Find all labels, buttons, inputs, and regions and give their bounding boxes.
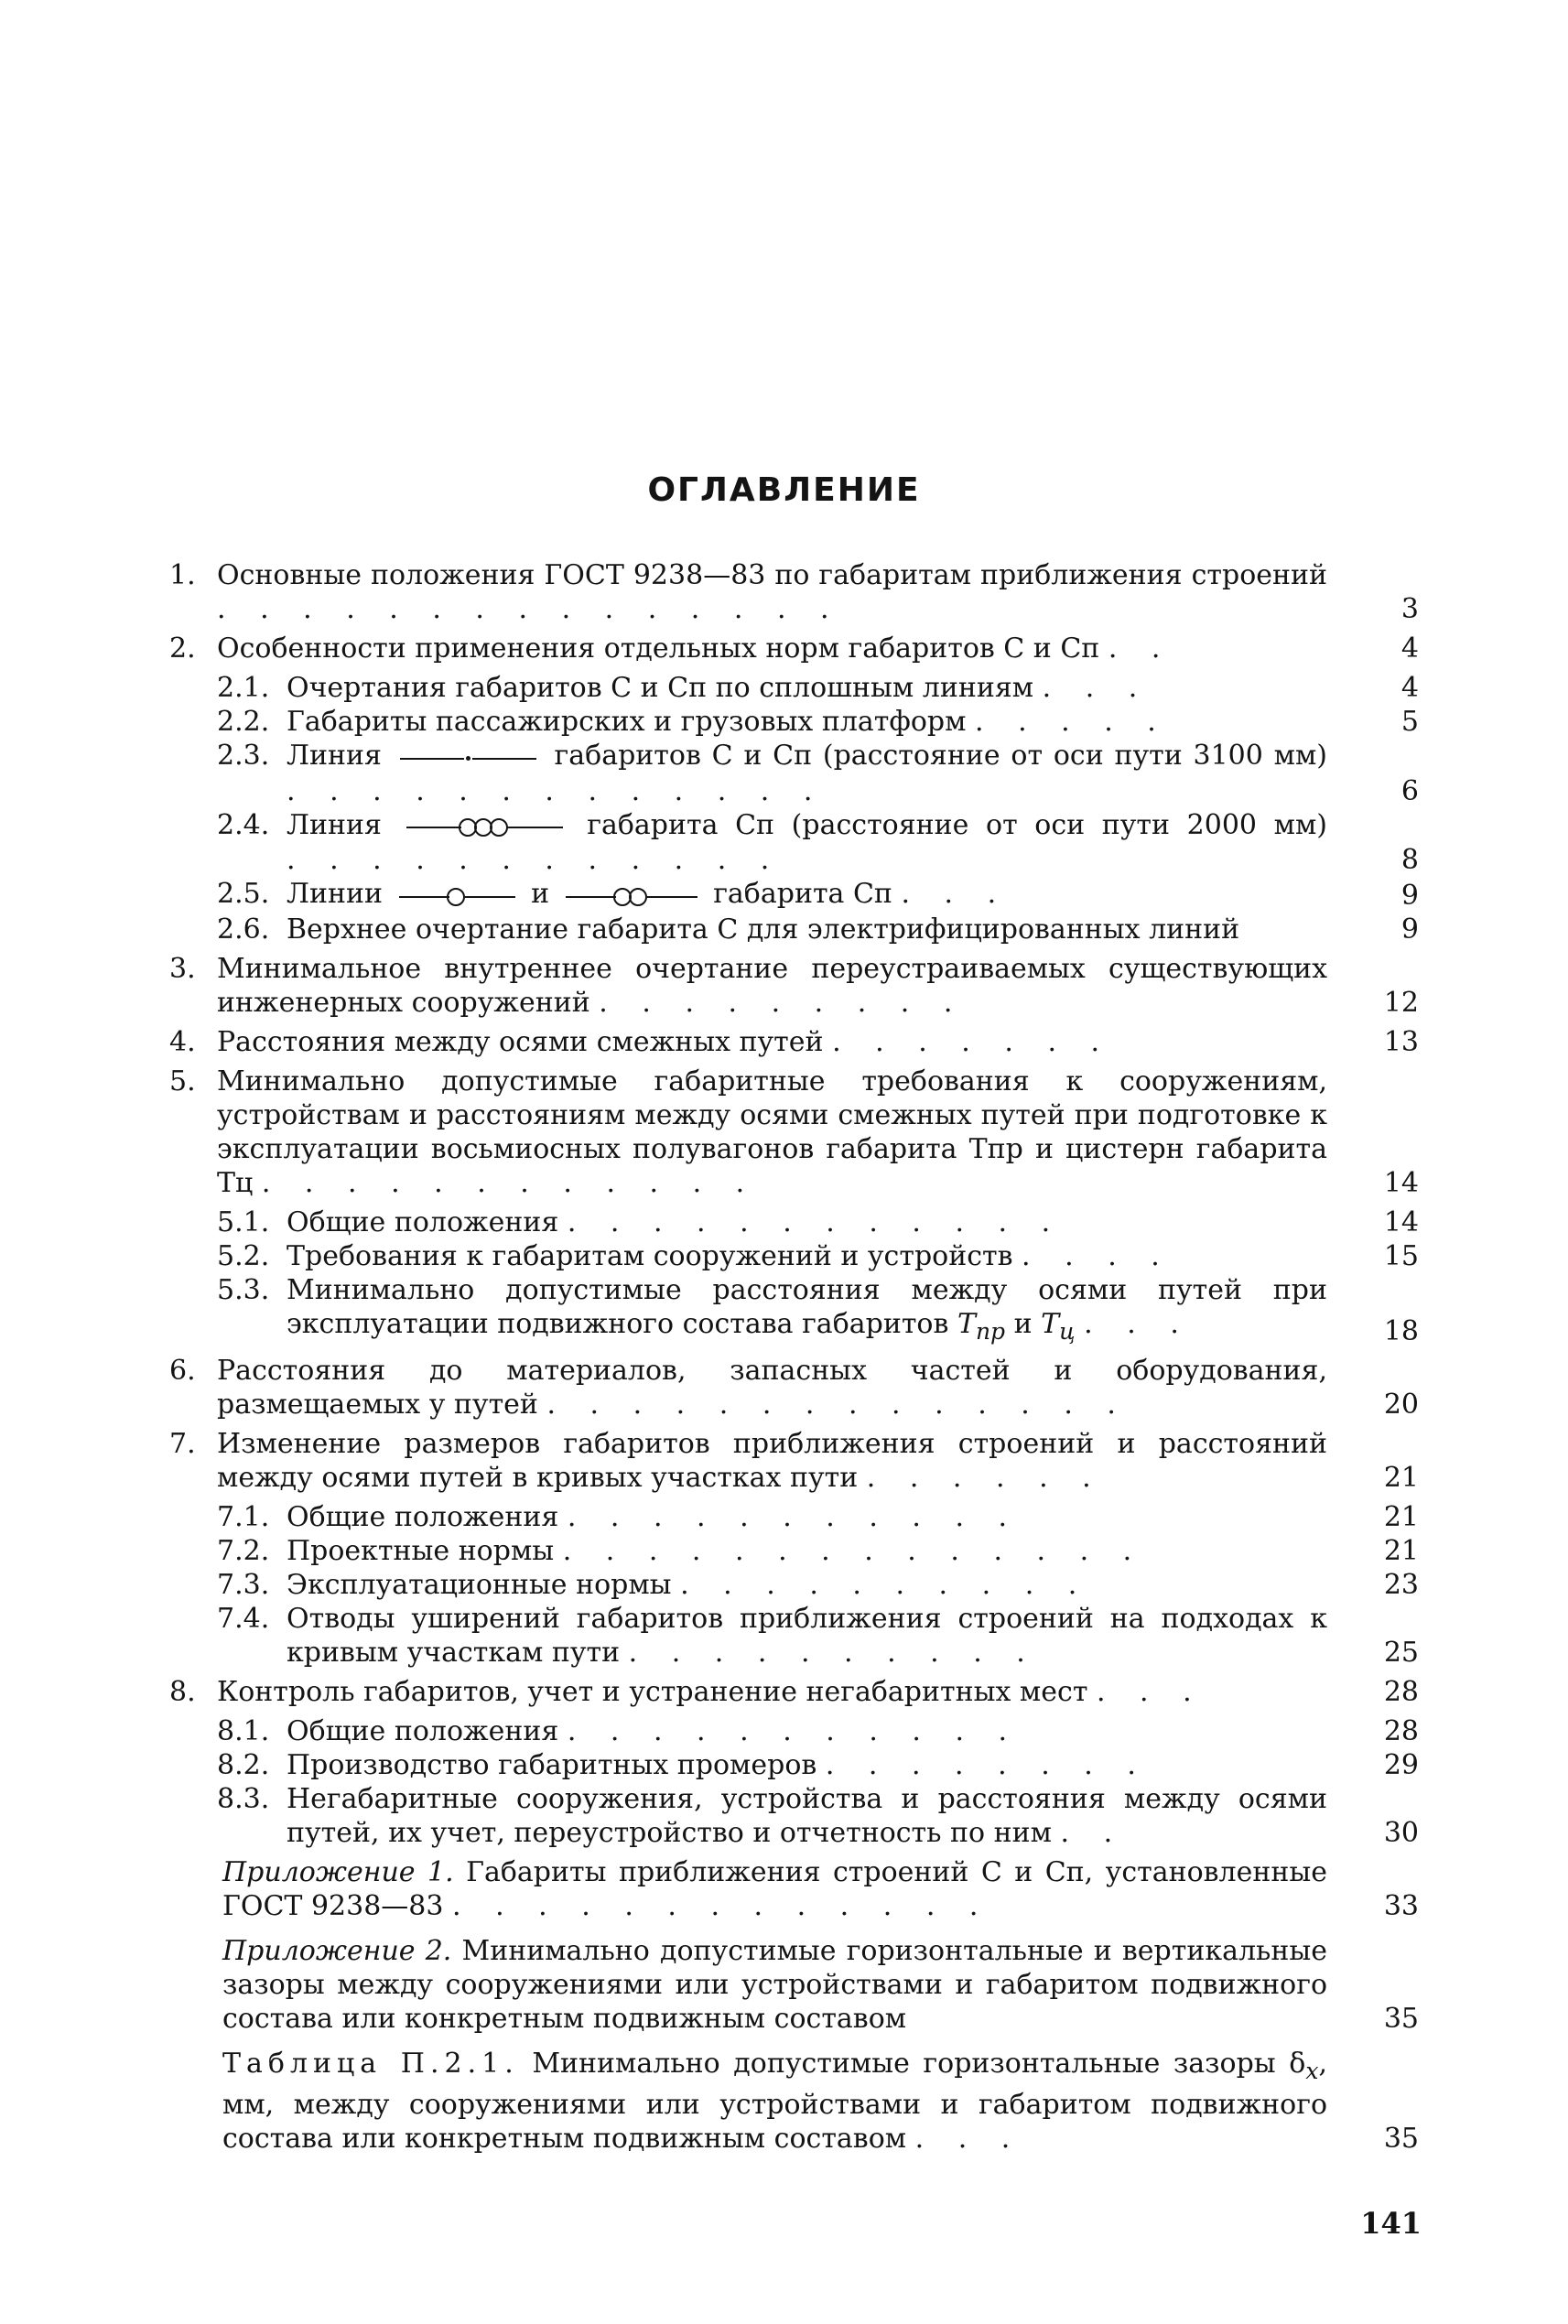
toc-page-number: 21 [1383,1461,1419,1494]
toc-entry-text-b: , мм, между сооружениями или устройствами и габаритом подвижного состава или конкретным подвижным составом [222,2047,1327,2155]
toc-entry-text: Отводы уширений габаритов приближения строений на подходах к кривым участкам пути [287,1602,1327,1669]
delta-x-symbol [1289,2047,1319,2084]
toc-entry-number: 7.1. [217,1500,270,1533]
toc-entry-7: 7. Изменение размеров габаритов приближения строений и расстояний между осями путей в кривых участках пути . . . . . . 21 [169,1427,1419,1494]
appendix-label: Приложение 1. [222,1855,454,1888]
toc-page-number: 13 [1383,1025,1419,1058]
toc-entry-7-4: 7.4. Отводы уширений габаритов приближения строений на подходах к кривым участкам пути . . . . . . . . . . 25 [217,1602,1419,1669]
toc-entry-number: 3. [169,952,196,985]
toc-page-number: 4 [1400,672,1419,704]
toc-entry-number: 8. [169,1675,196,1708]
gauge-tpr-symbol [957,1307,1006,1345]
toc-entry-text: Контроль габаритов, учет и устранение негабаритных мест [217,1675,1088,1708]
gauge-letter: Т [957,1307,976,1340]
toc-page-number: 35 [1383,2122,1419,2155]
toc-entry-number: 2. [169,632,196,665]
toc-entry-2-5: 2.5. Линии и габарита Сп . . . 9 [217,878,1419,912]
toc-entry-1: 1. Основные положения ГОСТ 9238—83 по габаритам приближения строений . . . . . . . . . . . . . . . 3 [169,559,1419,625]
conjunction-text: и [1013,1307,1033,1340]
toc-entry-number: 7.4. [217,1602,270,1635]
toc-entry-text: Изменение размеров габаритов приближения строений и расстояний между осями путей в кривых участках пути [217,1427,1327,1494]
toc-page-number: 18 [1383,1314,1419,1347]
toc-entry-text-a: Минимально допустимые горизонтальные зазоры [532,2047,1276,2080]
toc-page-number: 3 [1400,593,1419,625]
toc-entry-number: 6. [169,1354,196,1387]
toc-entry-text: Основные положения ГОСТ 9238—83 по габаритам приближения строений [217,559,1327,591]
toc-entry-text-b: габаритов С и Сп (расстояние от оси пути 3100 мм) [554,740,1327,772]
toc-entry-5-3: 5.3. Минимально допустимые расстояния между осями путей при эксплуатации подвижного состава габаритов $Т_{пр}$ и $Т_ц$ . . . 18 [217,1273,1419,1347]
toc-entry-2-2: 2.2. Габариты пассажирских и грузовых платформ . . . . . 5 [217,706,1419,738]
toc-entry-3: 3. Минимальное внутреннее очертание переустраиваемых существующих инженерных сооружений . . . . . . . . . 12 [169,952,1419,1019]
toc-entry-text: Габариты приближения строений С и Сп, установленные ГОСТ 9238—83 [222,1855,1327,1922]
toc-entry-text-a: Линии [287,878,384,910]
toc-entry-number: 5.2. [217,1239,270,1272]
toc-page-number: 28 [1383,1714,1419,1747]
toc-page-number: 30 [1383,1816,1419,1849]
toc-entry-text-b: габарита Сп (расстояние от оси пути 2000 мм) [587,808,1328,841]
toc-page-number: 14 [1383,1205,1419,1238]
gauge-tc-symbol [1041,1307,1076,1345]
delta-letter: δ [1289,2047,1306,2080]
toc-page-number: 14 [1383,1166,1419,1199]
toc-appendix-2 [169,1934,1419,2036]
gauge-letter: Т [1041,1307,1060,1340]
toc-entry-number: 4. [169,1025,196,1058]
toc-page-number: 9 [1400,913,1419,946]
toc-entry-number: 5.3. [217,1273,270,1306]
toc-entry-2-6 [169,913,1419,946]
toc-entry-text: Проектные нормы [287,1534,555,1567]
toc-entry-text: Минимально допустимые горизонтальные и вертикальные зазоры между сооружениями или устройствами и габаритом подвижного состава или конкретным подвижным составом [222,1934,1327,2035]
toc-entry-2-1: 2.1. Очертания габаритов С и Сп по сплошным линиям . . . 4 [217,672,1419,704]
toc-page-number: 23 [1383,1568,1419,1601]
toc-entry-8: 8. Контроль габаритов, учет и устранение негабаритных мест . . . 28 [169,1675,1419,1708]
gauge-subscript: ц [1059,1317,1076,1345]
toc-page-number: 8 [1400,844,1419,876]
toc-entry-text: Общие положения [287,1500,559,1533]
triple-circle-line-symbol-icon [406,809,563,843]
toc-page-number: 33 [1383,1889,1419,1922]
toc-entry-number: 2.5. [217,878,270,910]
toc-entry-number: 2.1. [217,672,270,704]
toc-page-number: 20 [1383,1388,1419,1421]
toc-entry-number: 5.1. [217,1205,270,1238]
toc-entry-number: 1. [169,559,196,591]
toc-entry-text: Габариты пассажирских и грузовых платформ [287,706,967,738]
toc-entry-number: 5. [169,1065,196,1097]
toc-page-number: 6 [1400,774,1419,807]
toc-entry-2-3: 2.3. Линия габаритов С и Сп (расстояние от оси пути 3100 мм) . . . . . . . . . . . . . 6 [217,740,1419,807]
toc-entry-number: 2.2. [217,706,270,738]
toc-entry-number: 7.3. [217,1568,270,1601]
page-number: 141 [1360,2206,1422,2241]
toc-entry-number: 8.2. [217,1748,270,1781]
toc-entry-text-a: Линия [287,808,382,841]
toc-entry-5-1: 5.1. Общие положения . . . . . . . . . . . . 14 [217,1205,1419,1238]
toc-entry-2: 2. Особенности применения отдельных норм габаритов С и Сп . . 4 [169,632,1419,665]
toc-entry-8-1: 8.1. Общие положения . . . . . . . . . . . 28 [217,1714,1419,1747]
toc-entry-text: Очертания габаритов С и Сп по сплошным линиям [287,672,1034,704]
appendix-label: Приложение 2. [222,1934,452,1967]
toc-entry-7-3: 7.3. Эксплуатационные нормы . . . . . . . . . . 23 [217,1568,1419,1601]
delta-subscript: x [1305,2057,1319,2084]
toc-entry-7-1: 7.1. Общие положения . . . . . . . . . . . 21 [217,1500,1419,1533]
toc-entry-text: Эксплуатационные нормы [287,1568,672,1601]
toc-page-number: 28 [1383,1675,1419,1708]
toc-entry-7-2: 7.2. Проектные нормы . . . . . . . . . . . . . . 21 [217,1534,1419,1567]
toc-entry-text: Особенности применения отдельных норм габаритов С и Сп [217,632,1100,665]
page-title: ОГЛАВЛЕНИЕ [647,471,921,509]
toc-entry-8-2: 8.2. Производство габаритных промеров . . . . . . . . 29 [217,1748,1419,1781]
toc-entry-5-2: 5.2. Требования к габаритам сооружений и устройств . . . . 15 [217,1239,1419,1272]
toc-entry-6: 6. Расстояния до материалов, запасных частей и оборудования, размещаемых у путей . . . . . . . . . . . . . . 20 [169,1354,1419,1421]
toc-entry-text: Верхнее очертание габарита С для электрифицированных линий [287,913,1240,946]
toc-entry-number: 7.2. [217,1534,270,1567]
toc-page-number: 12 [1383,986,1419,1019]
toc-entry-text-mid: и [531,878,550,910]
toc-page-number: 4 [1400,632,1419,665]
dash-dot-line-symbol-icon [400,740,536,774]
toc-entry-text: Негабаритные сооружения, устройства и расстояния между осями путей, их учет, переустройство и отчетность по ним [287,1782,1327,1849]
toc-entry-text: Расстояния между осями смежных путей [217,1025,824,1058]
toc-table-p-2-1: Таблица П.2.1. Минимально допустимые горизонтальные зазоры $\delta_x$, мм, между сооружениями или устройствами и габаритом подвижного состава или конкретным подвижным составом . . . 35 [222,2047,1419,2155]
double-circle-line-symbol-icon [566,879,697,913]
toc-entry-text: Общие положения [287,1205,559,1238]
toc-entry-text-b: габарита Сп [713,878,892,910]
toc-entry-text: Минимальное внутреннее очертание переустраиваемых существующих инженерных сооружений [217,952,1327,1019]
table-label: Таблица П.2.1. [222,2047,519,2080]
toc-entry-text-a: Линия [287,740,382,772]
toc-entry-4: 4. Расстояния между осями смежных путей . . . . . . . 13 [169,1025,1419,1058]
toc-entry-text: Минимально допустимые габаритные требования к сооружениям, устройствам и расстояниям между осями смежных путей при подготовке к эксплуатации восьмиосных полувагонов габарита Тпр и цистерн габарита Тц [217,1065,1327,1199]
toc-entry-number: 2.4. [217,808,270,841]
toc-entry-number: 8.3. [217,1782,270,1815]
toc-page-number: 35 [1383,2002,1419,2035]
toc-entry-8-3: 8.3. Негабаритные сооружения, устройства и расстояния между осями путей, их учет, переустройство и отчетность по ним . . 30 [217,1782,1419,1849]
toc-page-number: 21 [1383,1534,1419,1567]
single-circle-line-symbol-icon [399,879,515,913]
toc-entry-text: Минимально допустимые расстояния между осями путей при эксплуатации подвижного состава габаритов [287,1273,1327,1340]
toc-page-number: 25 [1383,1636,1419,1669]
toc-page-number: 9 [1400,879,1419,912]
table-of-contents [169,558,1419,2167]
toc-page-number: 29 [1383,1748,1419,1781]
toc-entry-number: 7. [169,1427,196,1460]
toc-entry-2-4: 2.4. Линия габарита Сп (расстояние от оси пути 2000 мм) . . . . . . . . . . . . 8 [217,808,1419,876]
toc-page-number: 5 [1400,706,1419,738]
toc-entry-number: 2.3. [217,740,270,772]
toc-entry-number: 2.6. [217,913,270,946]
toc-appendix-1: Приложение 1. Габариты приближения строений С и Сп, установленные ГОСТ 9238—83 . . . . . . . . . . . . . 33 [222,1855,1419,1922]
toc-entry-5: 5. Минимально допустимые габаритные требования к сооружениям, устройствам и расстояниям между осями смежных путей при подготовке к эксплуатации восьмиосных полувагонов габарита Тпр и цистерн габарита Тц . . . . . . . . . . . . 14 [169,1065,1419,1199]
toc-entry-text: Расстояния до материалов, запасных частей и оборудования, размещаемых у путей [217,1354,1327,1421]
toc-entry-text: Требования к габаритам сооружений и устройств [287,1239,1013,1272]
toc-page-number: 15 [1383,1239,1419,1272]
gauge-subscript: пр [975,1317,1006,1345]
toc-page-number: 21 [1383,1500,1419,1533]
toc-entry-text: Общие положения [287,1714,559,1747]
toc-entry-text: Производство габаритных промеров [287,1748,817,1781]
toc-entry-number: 8.1. [217,1714,270,1747]
